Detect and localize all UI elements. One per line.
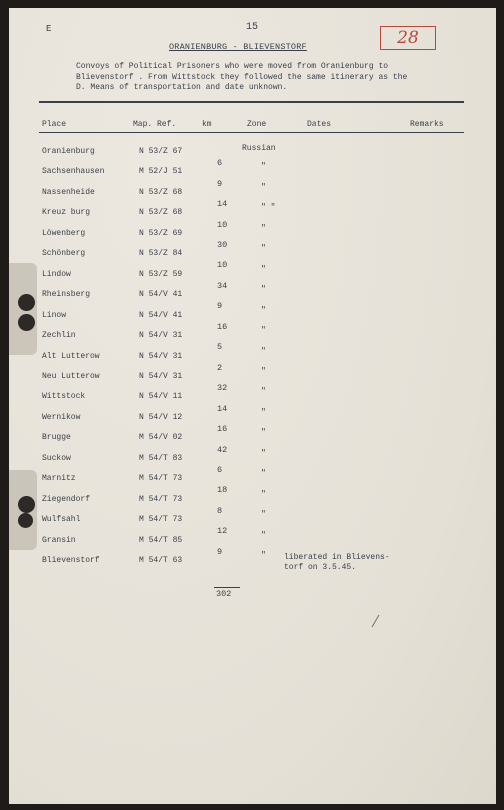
zone-ditto: " (261, 162, 266, 171)
zone-ditto: " (261, 183, 266, 192)
zone-ditto: " (261, 490, 266, 499)
pencil-mark (372, 615, 380, 628)
punch-hole (18, 496, 35, 513)
segment-km: 14 (217, 199, 228, 209)
zone-ditto: " (261, 265, 266, 274)
zone-ditto: " (261, 551, 266, 560)
place-name: Linow (42, 311, 67, 320)
map-ref: N 54/V 31 (139, 372, 183, 381)
map-ref: N 53/Z 68 (139, 208, 183, 217)
place-name: Löwenberg (42, 229, 86, 238)
map-ref: M 54/T 63 (139, 556, 183, 565)
place-name: Lindow (42, 270, 71, 279)
map-ref: N 54/V 41 (139, 311, 183, 320)
place-name: Wernikow (42, 413, 81, 422)
page-number: 15 (246, 22, 259, 33)
map-ref: N 54/V 31 (139, 331, 183, 340)
segment-km: 14 (217, 404, 228, 414)
zone-ditto: " (261, 224, 266, 233)
segment-km: 32 (217, 383, 228, 393)
place-name: Wittstock (42, 392, 86, 401)
place-name: Zechlin (42, 331, 76, 340)
column-header-km: km (202, 120, 212, 129)
map-ref: N 54/V 11 (139, 392, 183, 401)
segment-km: 2 (217, 363, 223, 373)
place-name: Ziegendorf (42, 495, 91, 504)
zone-ditto: " (261, 244, 266, 253)
map-ref: N 53/Z 68 (139, 188, 183, 197)
segment-km: 30 (217, 240, 228, 250)
archive-stamp: 28 (380, 26, 436, 50)
segment-km: 6 (217, 465, 223, 475)
total-rule (214, 587, 240, 588)
total-km: 302 (216, 589, 232, 599)
column-header-zone: Zone (247, 120, 267, 129)
segment-km: 9 (217, 179, 223, 189)
place-name: Schönberg (42, 249, 86, 258)
place-name: Wulfsahl (42, 515, 81, 524)
place-name: Suckow (42, 454, 71, 463)
segment-km: 12 (217, 526, 228, 536)
place-name: Gransin (42, 536, 76, 545)
map-ref: N 53/Z 84 (139, 249, 183, 258)
remark-liberated: liberated in Blievens- torf on 3.5.45. (284, 553, 390, 572)
segment-km: 10 (217, 260, 228, 270)
segment-km: 34 (217, 281, 228, 291)
place-name: Nassenheide (42, 188, 95, 197)
segment-km: 18 (217, 485, 228, 495)
segment-km: 6 (217, 158, 223, 168)
place-name: Brugge (42, 433, 71, 442)
map-ref: N 53/Z 69 (139, 229, 183, 238)
header-rule-bottom (39, 132, 464, 133)
segment-km: 42 (217, 445, 228, 455)
map-ref: N 54/V 41 (139, 290, 183, 299)
map-ref: N 54/V 12 (139, 413, 183, 422)
segment-km: 5 (217, 342, 223, 352)
column-header-dates: Dates (307, 120, 332, 129)
punch-hole (18, 294, 35, 311)
place-name: Alt Lutterow (42, 352, 100, 361)
map-ref: M 54/T 85 (139, 536, 183, 545)
document-title: ORANIENBURG - BLIEVENSTORF (169, 42, 307, 52)
zone-ditto: " (261, 306, 266, 315)
map-ref: N 54/V 31 (139, 352, 183, 361)
zone-ditto: " (261, 387, 266, 396)
punch-hole (18, 513, 33, 528)
punch-hole (18, 314, 35, 331)
segment-km: 16 (217, 322, 228, 332)
place-name: Sachsenhausen (42, 167, 105, 176)
segment-km: 10 (217, 220, 228, 230)
place-name: Oranienburg (42, 147, 95, 156)
segment-km: 16 (217, 424, 228, 434)
segment-km: 9 (217, 547, 223, 557)
zone-ditto: " (261, 449, 266, 458)
map-ref: M 52/J 51 (139, 167, 183, 176)
zone-ditto: " (261, 285, 266, 294)
zone-ditto: " (261, 510, 266, 519)
map-ref: N 53/Z 67 (139, 147, 183, 156)
corner-letter: E (46, 24, 52, 34)
place-name: Marnitz (42, 474, 76, 483)
zone-ditto: " (261, 326, 266, 335)
zone-ditto: " (261, 347, 266, 356)
zone-ditto: " (261, 531, 266, 540)
zone-ditto: " " (261, 203, 276, 212)
column-header-place: Place (42, 120, 67, 129)
zone-ditto: " (261, 408, 266, 417)
map-ref: M 54/T 73 (139, 515, 183, 524)
document-page (9, 8, 496, 804)
header-rule-top (39, 101, 464, 103)
map-ref: M 54/T 73 (139, 495, 183, 504)
zone-ditto: " (261, 367, 266, 376)
zone-value: Russian (242, 144, 276, 153)
place-name: Kreuz burg (42, 208, 91, 217)
zone-ditto: " (261, 428, 266, 437)
segment-km: 9 (217, 301, 223, 311)
column-header-map-ref: Map. Ref. (133, 120, 177, 129)
map-ref: N 53/Z 59 (139, 270, 183, 279)
place-name: Neu Lutterow (42, 372, 100, 381)
zone-ditto: " (261, 469, 266, 478)
map-ref: M 54/T 73 (139, 474, 183, 483)
intro-text: Convoys of Political Prisoners who were moved from Oranienburg to Blievenstorf . From Wittstock they followed the same itinerary as the D. Means of transportation and date unknown. (76, 62, 408, 92)
segment-km: 8 (217, 506, 223, 516)
place-name: Blievenstorf (42, 556, 100, 565)
place-name: Rheinsberg (42, 290, 91, 299)
map-ref: M 54/T 83 (139, 454, 183, 463)
column-header-remarks: Remarks (410, 120, 444, 129)
map-ref: M 54/V 02 (139, 433, 183, 442)
